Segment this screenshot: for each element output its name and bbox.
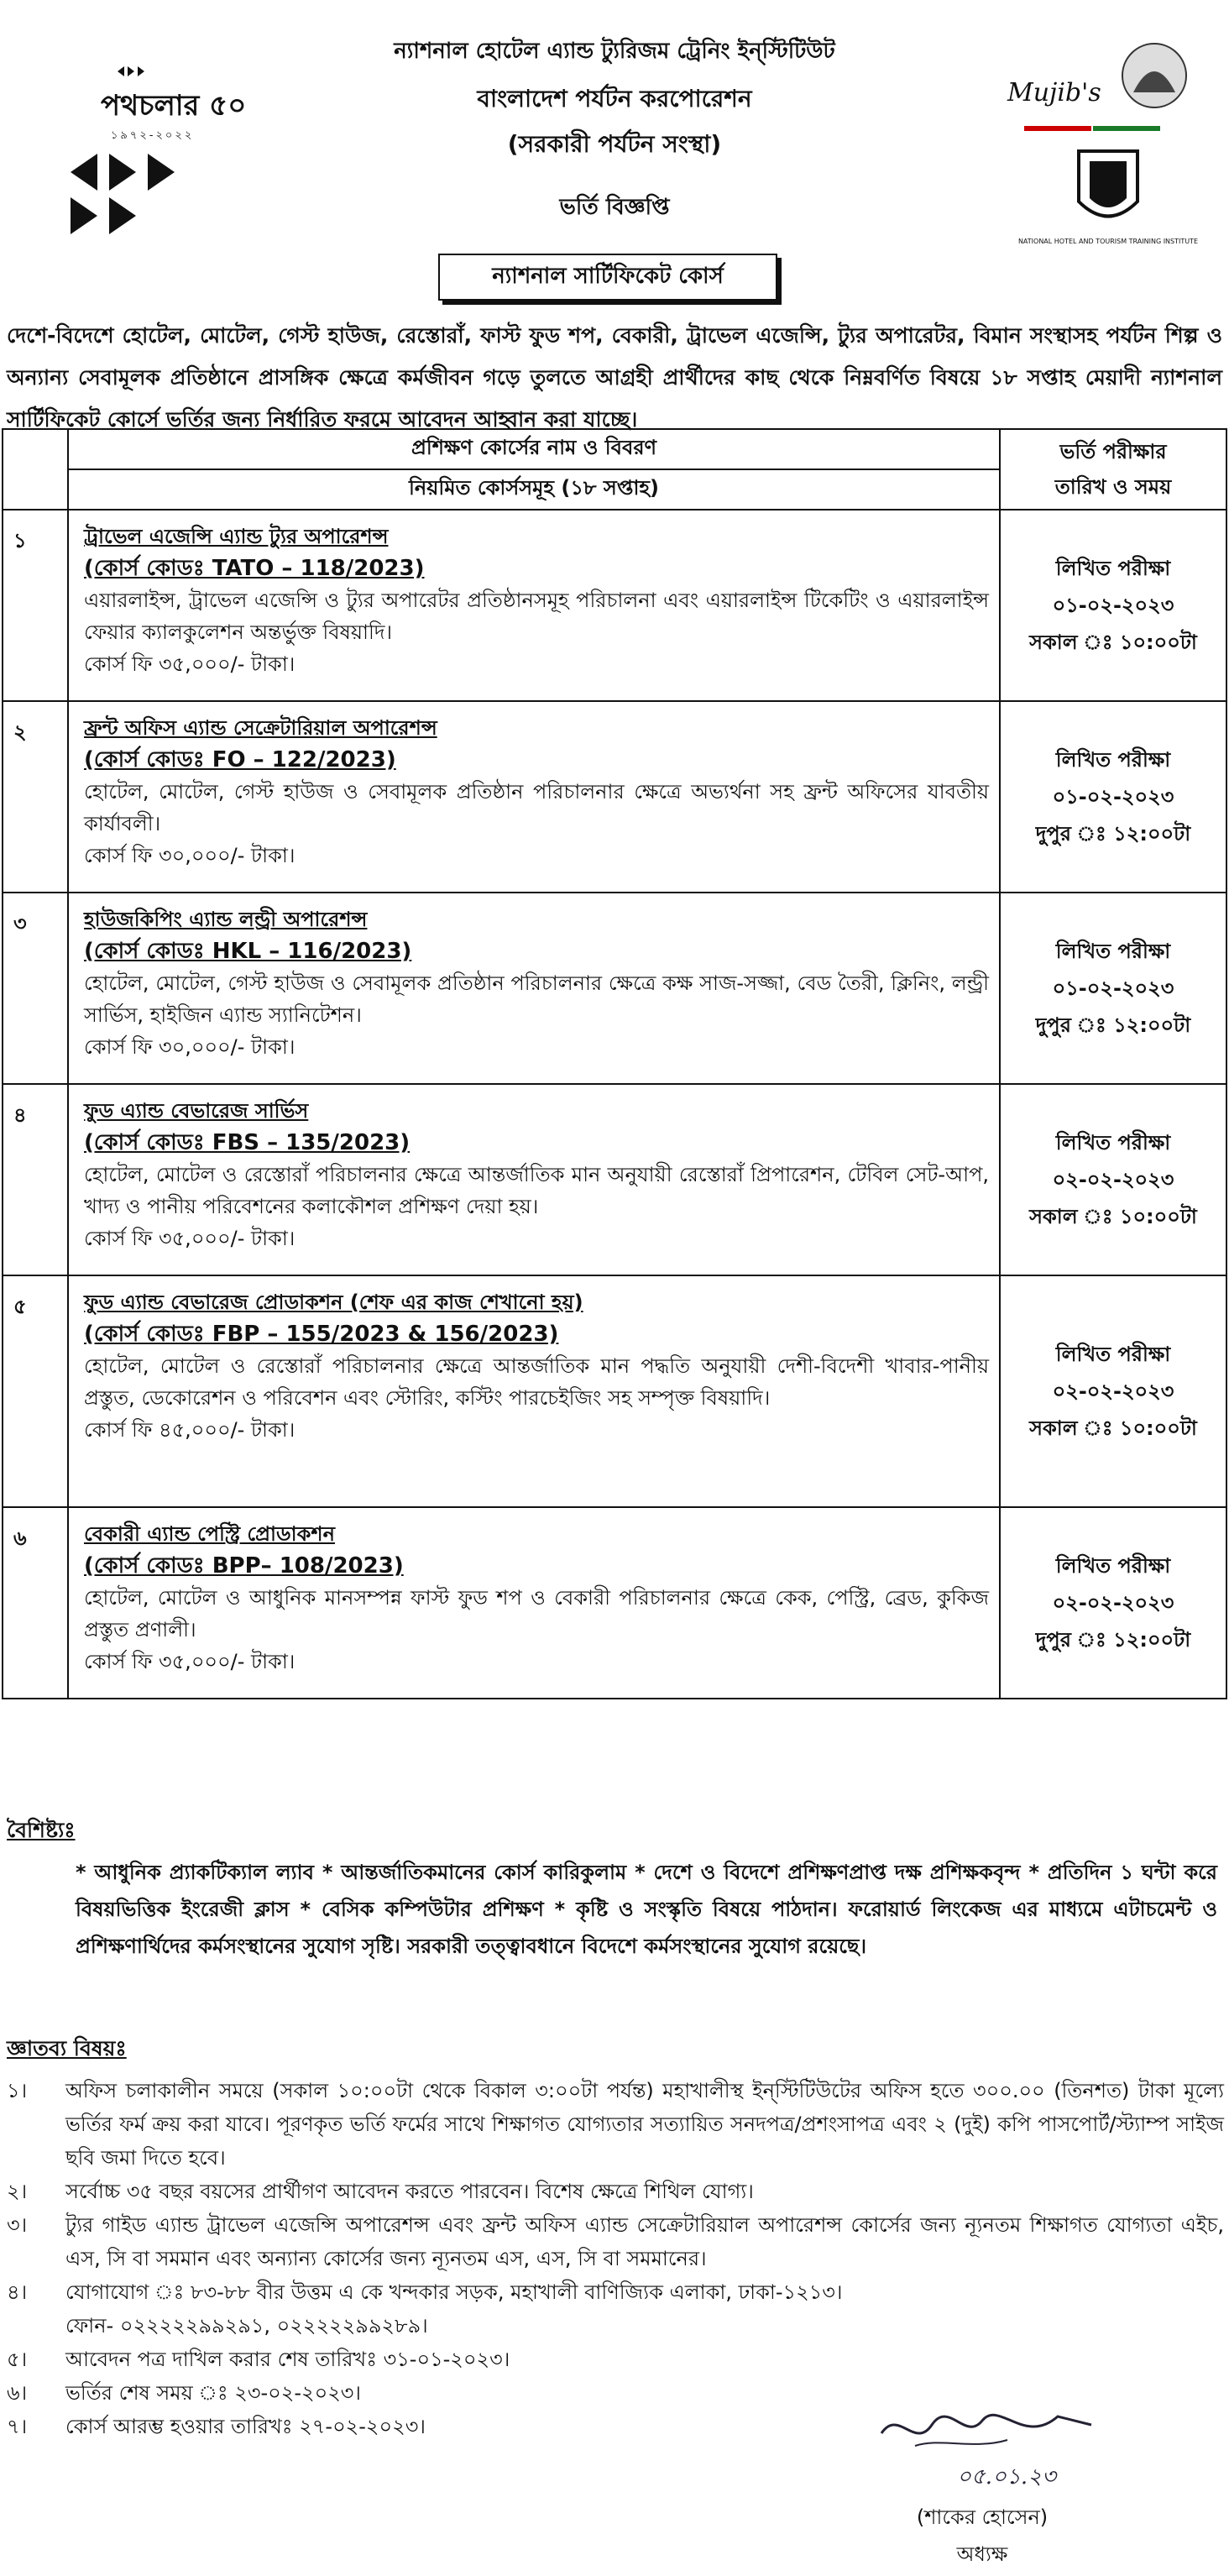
exam-date: ০২-০২-২০২৩ — [1052, 1380, 1174, 1403]
note-number: ৩। — [7, 2213, 28, 2237]
course-title: ন্যাশনাল সার্টিফিকেট কোর্স — [492, 264, 724, 289]
pothochola-text: পথচলার ৫০ — [101, 89, 247, 123]
exam-type: লিখিত পরীক্ষা — [1055, 1343, 1171, 1366]
row-description — [68, 1275, 1000, 1507]
list-item — [7, 2074, 1224, 2175]
row-exam — [1000, 1084, 1226, 1275]
header-exam — [1000, 429, 1226, 510]
note-number — [7, 2309, 65, 2343]
list-item — [7, 2343, 1224, 2376]
exam-type: লিখিত পরীক্ষা — [1055, 1554, 1171, 1578]
course-code: (কোর্স কোডঃ FO – 122/2023) — [84, 747, 396, 772]
course-code: (কোর্স কোডঃ FBS – 135/2023) — [84, 1130, 411, 1155]
exam-date: ০১-০২-২০২৩ — [1052, 976, 1174, 1000]
mujib-logo — [999, 34, 1200, 252]
row-description — [68, 510, 1000, 701]
corporation-name: বাংলাদেশ পর্যটন করপোরেশন — [477, 85, 752, 113]
notes-list — [7, 2074, 1224, 2443]
org-name: ন্যাশনাল হোটেল এ্যান্ড ট্যুরিজম ট্রেনিং ইন্‌স্টিটিউট — [394, 39, 835, 64]
pothochola-years: ১৯৭২-২০২২ — [111, 129, 195, 142]
note-text: যোগাযোগ ঃ ৮৩-৮৮ বীর উত্তম এ কে খন্দকার সড়ক, মহাখালী বাণিজ্যিক এলাকা, ঢাকা-১২১৩। — [65, 2280, 843, 2304]
note-number: ৪। — [7, 2280, 28, 2304]
signature — [865, 2400, 1117, 2500]
exam-time: সকাল ঃ ১০:০০টা — [1029, 1205, 1197, 1228]
course-fee: কোর্স ফি ৩৫,০০০/- টাকা। — [84, 1227, 295, 1250]
note-text: অফিস চলাকালীন সময়ে (সকাল ১০:০০টা থেকে বিকাল ৩:০০টা পর্যন্ত) মহাখালীস্থ ইন্‌স্টিটিউটের অফিস হতে ৩০০.০০ (তিনশত) টাকা মূল্যে ভর্তির ফর্ম ক্রয় করা যাবে। পূরণকৃত ভর্তি ফর্মের সাথে শিক্ষাগত যোগ্যতার সত্যায়িত সনদপত্র/প্রশংসাপত্র এবং ২ (দুই) কপি পাসপোর্ট/স্ট্যাম্প সাইজ ছবি জমা দিতে হবে। — [65, 2079, 1224, 2170]
row-description — [68, 893, 1000, 1084]
row-serial: ৬ — [3, 1507, 68, 1699]
course-code: (কোর্স কোডঃ FBP – 155/2023 & 156/2023) — [84, 1322, 559, 1347]
note-number: ৫। — [7, 2348, 28, 2371]
signature-icon — [865, 2400, 1117, 2500]
exam-type: লিখিত পরীক্ষা — [1055, 1131, 1171, 1154]
row-exam — [1000, 1507, 1226, 1699]
pothochola-logo — [59, 63, 277, 248]
row-serial: ৫ — [3, 1275, 68, 1507]
row-description — [68, 1084, 1000, 1275]
features-title: বৈশিষ্ট্যঃ — [7, 1818, 76, 1842]
row-serial: ৩ — [3, 893, 68, 1084]
course-name: হাউজকিপিং এ্যান্ড লন্ড্রী অপারেশন্স — [84, 908, 368, 931]
course-table — [2, 428, 1227, 1699]
course-desc: হোটেল, মোটেল, গেস্ট হাউজ ও সেবামূলক প্রতিষ্ঠান পরিচালনার ক্ষেত্রে কক্ষ সাজ-সজ্জা, বেড তৈরী, ক্লিনিং, লন্ড্রী সার্ভিস, হাইজিন এ্যান্ড স্যানিটেশন। — [84, 971, 989, 1027]
note-text: কোর্স আরম্ভ হওয়ার তারিখঃ ২৭-০২-২০২৩। — [65, 2415, 426, 2438]
course-name: ফুড এ্যান্ড বেভারেজ সার্ভিস — [84, 1099, 309, 1123]
signatory-title: অধ্যক্ষ — [956, 2542, 1008, 2566]
note-text: সর্বোচ্চ ৩৫ বছর বয়সের প্রার্থীগণ আবেদন করতে পারবেন। বিশেষ ক্ষেত্রে শিথিল যোগ্য। — [65, 2180, 754, 2203]
bpc-logo-icon — [59, 63, 277, 248]
row-description — [68, 701, 1000, 893]
notes-title: জ্ঞাতব্য বিষয়ঃ — [7, 2036, 127, 2060]
course-fee: কোর্স ফি ৩০,০০০/- টাকা। — [84, 1035, 295, 1059]
exam-time: দুপুর ঃ ১২:০০টা — [1035, 1628, 1191, 1652]
row-exam — [1000, 1275, 1226, 1507]
course-code: (কোর্স কোডঃ TATO – 118/2023) — [84, 556, 425, 581]
note-number: ১। — [7, 2079, 28, 2102]
mujib-emblem-icon — [999, 34, 1200, 252]
course-desc: হোটেল, মোটেল, গেস্ট হাউজ ও সেবামূলক প্রতিষ্ঠান পরিচালনার ক্ষেত্রে অভ্যর্থনা সহ ফ্রন্ট অফিসের যাবতীয় কার্যাবলী। — [84, 780, 989, 835]
exam-time: দুপুর ঃ ১২:০০টা — [1035, 822, 1191, 846]
row-serial: ১ — [3, 510, 68, 701]
row-exam — [1000, 510, 1226, 701]
signature-date: ০৫.০১.২৩ — [957, 2464, 1056, 2490]
list-item — [7, 2208, 1224, 2275]
sl-header-cell — [3, 429, 68, 510]
course-name: ট্রাভেল এজেন্সি এ্যান্ড ট্যুর অপারেশন্স — [84, 525, 389, 548]
course-desc: এয়ারলাইন্স, ট্রাভেল এজেন্সি ও ট্যুর অপারেটর প্রতিষ্ঠানসমূহ পরিচালনা এবং এয়ারলাইন্স টিকেটিং ও এয়ারলাইন্স ফেয়ার ক্যালকুলেশন অন্তর্ভুক্ত বিষয়াদি। — [84, 589, 989, 644]
row-serial: ২ — [3, 701, 68, 893]
course-fee: কোর্স ফি ৩৫,০০০/- টাকা। — [84, 652, 295, 676]
exam-time: সকাল ঃ ১০:০০টা — [1029, 631, 1197, 654]
course-code: (কোর্স কোডঃ BPP– 108/2023) — [84, 1553, 404, 1579]
row-description — [68, 1507, 1000, 1699]
row-exam — [1000, 893, 1226, 1084]
org-subtitle: (সরকারী পর্যটন সংস্থা) — [507, 130, 722, 158]
table-header-row — [3, 429, 1226, 469]
course-title-box — [438, 254, 777, 301]
table-row — [3, 1084, 1226, 1275]
note-text: ট্যুর গাইড এ্যান্ড ট্রাভেল এজেন্সি অপারেশন্স এবং ফ্রন্ট অফিস এ্যান্ড সেক্রেটারিয়াল অপারেশন্স কোর্সের জন্য ন্যূনতম শিক্ষাগত যোগ্যতা এইচ, এস, সি বা সমমান এবং অন্যান্য কোর্সের জন্য ন্যূনতম এস, এস, সি বা সমমানের। — [65, 2213, 1224, 2270]
list-item — [7, 2309, 1224, 2343]
header-sub: নিয়মিত কোর্সসমূহ (১৮ সপ্তাহ) — [68, 469, 1000, 510]
course-fee: কোর্স ফি ৩০,০০০/- টাকা। — [84, 844, 295, 867]
course-fee: কোর্স ফি ৩৫,০০০/- টাকা। — [84, 1650, 295, 1673]
list-item — [7, 2175, 1224, 2208]
exam-time: সকাল ঃ ১০:০০টা — [1029, 1416, 1197, 1440]
course-fee: কোর্স ফি ৪৫,০০০/- টাকা। — [84, 1418, 295, 1442]
course-code: (কোর্স কোডঃ HKL – 116/2023) — [84, 939, 412, 964]
course-desc: হোটেল, মোটেল ও রেস্তোরাঁ পরিচালনার ক্ষেত্রে আন্তর্জাতিক মান অনুযায়ী রেস্তোরাঁ প্রিপারেশন, টেবিল সেট-আপ, খাদ্য ও পানীয় পরিবেশনের কলাকৌশল প্রশিক্ষণ দেয়া হয়। — [84, 1163, 989, 1218]
features-text: * আধুনিক প্র্যাকটিক্যাল ল্যাব * আন্তর্জাতিকমানের কোর্স কারিকুলাম * দেশে ও বিদেশে প্রশিক্ষণপ্রাপ্ত দক্ষ প্রশিক্ষকবৃন্দ * প্রতিদিন ১ ঘন্টা করে বিষয়ভিত্তিক ইংরেজী ক্লাস * বেসিক কম্পিউটার প্রশিক্ষণ * কৃষ্টি ও সংস্কৃতি বিষয়ে পাঠদান। ফরোয়ার্ড লিংকেজ এর মাধ্যমে এটাচমেন্ট ও প্রশিক্ষণার্থিদের কর্মসংস্থানের সুযোগ সৃষ্টি। সরকারী তত্ত্বাবধানে বিদেশে কর্মসংস্থানের সুযোগ রয়েছে। — [76, 1861, 1217, 1958]
course-name: ফুড এ্যান্ড বেভারেজ প্রোডাকশন (শেফ এর কাজ শেখানো হয়) — [84, 1291, 583, 1314]
note-number: ৭। — [7, 2415, 28, 2438]
course-desc: হোটেল, মোটেল ও আধুনিক মানসম্পন্ন ফাস্ট ফুড শপ ও বেকারী পরিচালনার ক্ষেত্রে কেক, পেস্ট্রি, ব্রেড, কুকিজ প্রস্তুত প্রণালী। — [84, 1586, 989, 1641]
row-exam — [1000, 701, 1226, 893]
course-desc: হোটেল, মোটেল ও রেস্তোরাঁ পরিচালনার ক্ষেত্রে আন্তর্জাতিক মান পদ্ধতি অনুযায়ী দেশী-বিদেশী খাবার-পানীয় প্রস্তুত, ডেকোরেশন ও পরিবেশন এবং স্টোরিং, কস্টিং পারচেইজিং সহ সম্পৃক্ত বিষয়াদি। — [84, 1354, 989, 1410]
exam-date: ০২-০২-২০২৩ — [1052, 1591, 1174, 1615]
list-item — [7, 2275, 1224, 2309]
row-serial: ৪ — [3, 1084, 68, 1275]
note-number: ৬। — [7, 2381, 28, 2405]
note-number: ২। — [7, 2180, 28, 2203]
exam-type: লিখিত পরীক্ষা — [1055, 940, 1171, 963]
exam-date: ০১-০২-২০২৩ — [1052, 785, 1174, 809]
course-name: বেকারী এ্যান্ড পেস্ট্রি প্রোডাকশন — [84, 1522, 335, 1546]
header-main: প্রশিক্ষণ কোর্সের নাম ও বিবরণ — [68, 429, 1000, 469]
header-exam-line2: তারিখ ও সময় — [1054, 475, 1172, 499]
header-exam-line1: ভর্তি পরীক্ষার — [1059, 440, 1167, 463]
exam-date: ০২-০২-২০২৩ — [1052, 1168, 1174, 1191]
table-row — [3, 510, 1226, 701]
note-text: ফোন- ০২২২২২৯৯২৯১, ০২২২২২৯৯২৮৯। — [65, 2314, 428, 2338]
exam-date: ০১-০২-২০২৩ — [1052, 594, 1174, 617]
notice-title: ভর্তি বিজ্ঞপ্তি — [559, 195, 670, 220]
note-text: ভর্তির শেষ সময় ঃ ২৩-০২-২০২৩। — [65, 2381, 361, 2405]
exam-type: লিখিত পরীক্ষা — [1055, 557, 1171, 580]
table-row — [3, 1507, 1226, 1699]
exam-time: দুপুর ঃ ১২:০০টা — [1035, 1013, 1191, 1037]
note-text: আবেদন পত্র দাখিল করার শেষ তারিখঃ ৩১-০১-২০২৩। — [65, 2348, 510, 2371]
exam-type: লিখিত পরীক্ষা — [1055, 748, 1171, 772]
table-row — [3, 701, 1226, 893]
signatory-name: (শাকের হোসেন) — [916, 2505, 1049, 2529]
emblem-text: NATIONAL HOTEL AND TOURISM TRAINING INSTITUTE — [1017, 238, 1199, 245]
table-row — [3, 1275, 1226, 1507]
mujib-text: Mujib's — [1007, 78, 1101, 107]
intro-paragraph: দেশে-বিদেশে হোটেল, মোটেল, গেস্ট হাউজ, রেস্তোরাঁ, ফাস্ট ফুড শপ, বেকারী, ট্রাভেল এজেন্সি, ট্যুর অপারেটর, বিমান সংস্থাসহ পর্যটন শিল্প ও অন্যান্য সেবামূলক প্রতিষ্ঠানে প্রাসঙ্গিক ক্ষেত্রে কর্মজীবন গড়ে তুলতে আগ্রহী প্রার্থীদের কাছ থেকে নিম্নবর্ণিত বিষয়ে ১৮ সপ্তাহ মেয়াদী ন্যাশনাল সার্টিফিকেট কোর্সে ভর্তির জন্য নির্ধারিত ফরমে আবেদন আহ্বান করা যাচ্ছে। — [7, 323, 1222, 432]
course-name: ফ্রন্ট অফিস এ্যান্ড সেক্রেটারিয়াল অপারেশন্স — [84, 716, 437, 740]
table-row — [3, 893, 1226, 1084]
